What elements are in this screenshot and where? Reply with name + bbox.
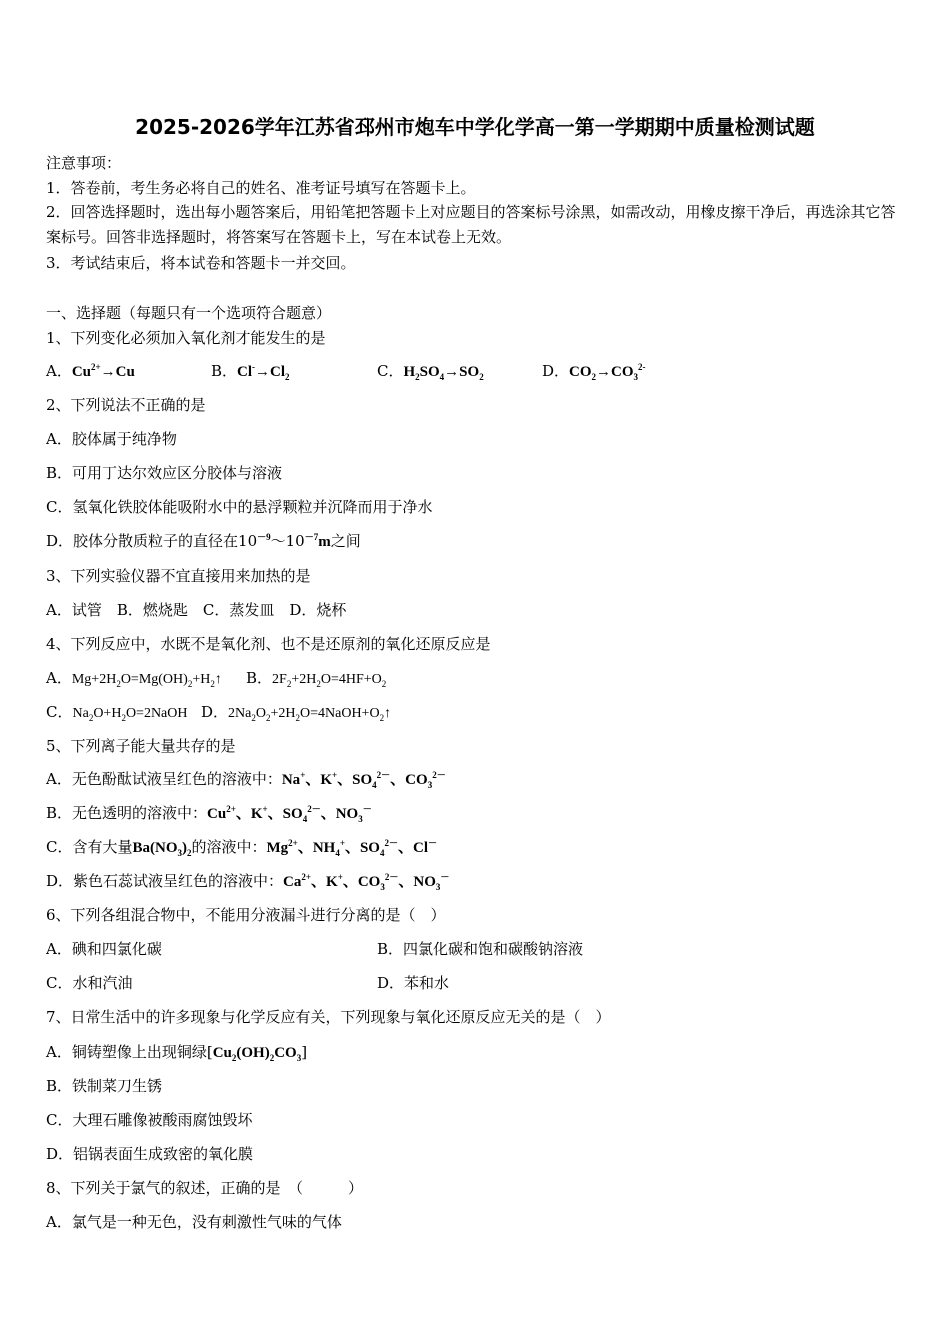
notice-item-2: 2．回答选择题时，选出每小题答案后，用铅笔把答题卡上对应题目的答案标号涂黑，如需改动，用橡皮擦干净后，再选涂其它答案标号。回答非选择题时，将答案写在答题卡上，写在本试卷上无效。	[46, 203, 896, 246]
notice-item-3: 3．考试结束后，将本试卷和答题卡一并交回。	[46, 254, 356, 272]
q1-option-c[interactable]: C．$H_2SO_4\to SO_2$	[377, 362, 484, 382]
question-4-stem: 4、下列反应中，水既不是氧化剂、也不是还原剂的氧化还原反应是	[46, 635, 491, 653]
q4-option-d[interactable]: D．$2Na_2O_2+2H_2O=4NaOH+O_2↑$	[201, 703, 392, 723]
q6-option-d[interactable]: D．苯和水	[377, 974, 450, 992]
q6-option-b[interactable]: B．四氯化碳和饱和碳酸钠溶液	[377, 940, 584, 958]
q4-option-c[interactable]: C．$Na_2O+H_2O=2NaOH$	[46, 703, 188, 723]
q2-option-d[interactable]: D．胶体分散质粒子的直径在$10^{-9}\sim 10^{-7}m$之间	[46, 532, 361, 550]
question-8-stem: 8、下列关于氯气的叙述，正确的是 （ ）	[46, 1179, 364, 1197]
question-3-stem: 3、下列实验仪器不宜直接用来加热的是	[46, 567, 311, 585]
q7-option-a[interactable]: A．铜铸塑像上出现铜绿$[Cu_2(OH)_2CO_3]$	[46, 1043, 308, 1063]
q4-option-b[interactable]: B．$2F_2+2H_2O=4HF+O_2$	[246, 669, 387, 689]
q1-option-d[interactable]: D．$CO_2\to CO_3^{2-}$	[542, 362, 646, 382]
notice-heading: 注意事项：	[46, 154, 122, 172]
question-5-stem: 5、下列离子能大量共存的是	[46, 737, 236, 755]
page-title: 2025-2026学年江苏省邳州市炮车中学化学高一第一学期期中质量检测试题	[135, 115, 815, 139]
q1-option-a[interactable]: A．$Cu^{2+}\to Cu$	[46, 362, 135, 380]
q2-option-b[interactable]: B．可用丁达尔效应区分胶体与溶液	[46, 464, 283, 482]
q7-option-b[interactable]: B．铁制菜刀生锈	[46, 1077, 163, 1095]
q7-option-d[interactable]: D．铝锅表面生成致密的氧化膜	[46, 1145, 254, 1163]
question-7-stem: 7、日常生活中的许多现象与化学反应有关，下列现象与氧化还原反应无关的是（ ）	[46, 1008, 611, 1026]
q8-option-a[interactable]: A．氯气是一种无色，没有刺激性气味的气体	[46, 1213, 342, 1231]
question-1-stem: 1、下列变化必须加入氧化剂才能发生的是	[46, 329, 326, 347]
q5-option-a[interactable]: A．无色酚酞试液呈红色的溶液中：Na+、K+、$SO_4^{2-}$、$CO_3^{2-}$	[46, 770, 446, 790]
question-2-stem: 2、下列说法不正确的是	[46, 396, 206, 414]
q6-option-a[interactable]: A．碘和四氯化碳	[46, 940, 162, 958]
q1-option-b[interactable]: B．$Cl^-\to Cl_2$	[211, 362, 290, 382]
q5-option-b[interactable]: B．无色透明的溶液中：$Cu^{2+}$、K+、$SO_4^{2-}$、$NO_3^-$	[46, 804, 372, 824]
q3-options[interactable]: A．试管 B．燃烧匙 C．蒸发皿 D．烧杯	[46, 601, 347, 619]
q6-option-c[interactable]: C．水和汽油	[46, 974, 133, 992]
q5-option-c[interactable]: C．含有大量$Ba(NO_3)_2$的溶液中：$Mg^{2+}$、$NH_4^+$、$SO_4^{2-}$、Cl－	[46, 838, 438, 858]
notice-item-1: 1．答卷前，考生务必将自己的姓名、准考证号填写在答题卡上。	[46, 179, 476, 197]
section-heading: 一、选择题（每题只有一个选项符合题意）	[46, 304, 332, 322]
q5-option-d[interactable]: D．紫色石蕊试液呈红色的溶液中：$Ca^{2+}$、K+、$CO_3^{2-}$、$NO_3^-$	[46, 872, 450, 892]
q4-option-a[interactable]: A．$Mg+2H_2O=Mg(OH)_2+H_2↑$	[46, 669, 222, 689]
q2-option-c[interactable]: C．氢氧化铁胶体能吸附水中的悬浮颗粒并沉降而用于净水	[46, 498, 433, 516]
question-6-stem: 6、下列各组混合物中，不能用分液漏斗进行分离的是（ ）	[46, 906, 446, 924]
q2-option-a[interactable]: A．胶体属于纯净物	[46, 430, 177, 448]
q7-option-c[interactable]: C．大理石雕像被酸雨腐蚀毁坏	[46, 1111, 253, 1129]
